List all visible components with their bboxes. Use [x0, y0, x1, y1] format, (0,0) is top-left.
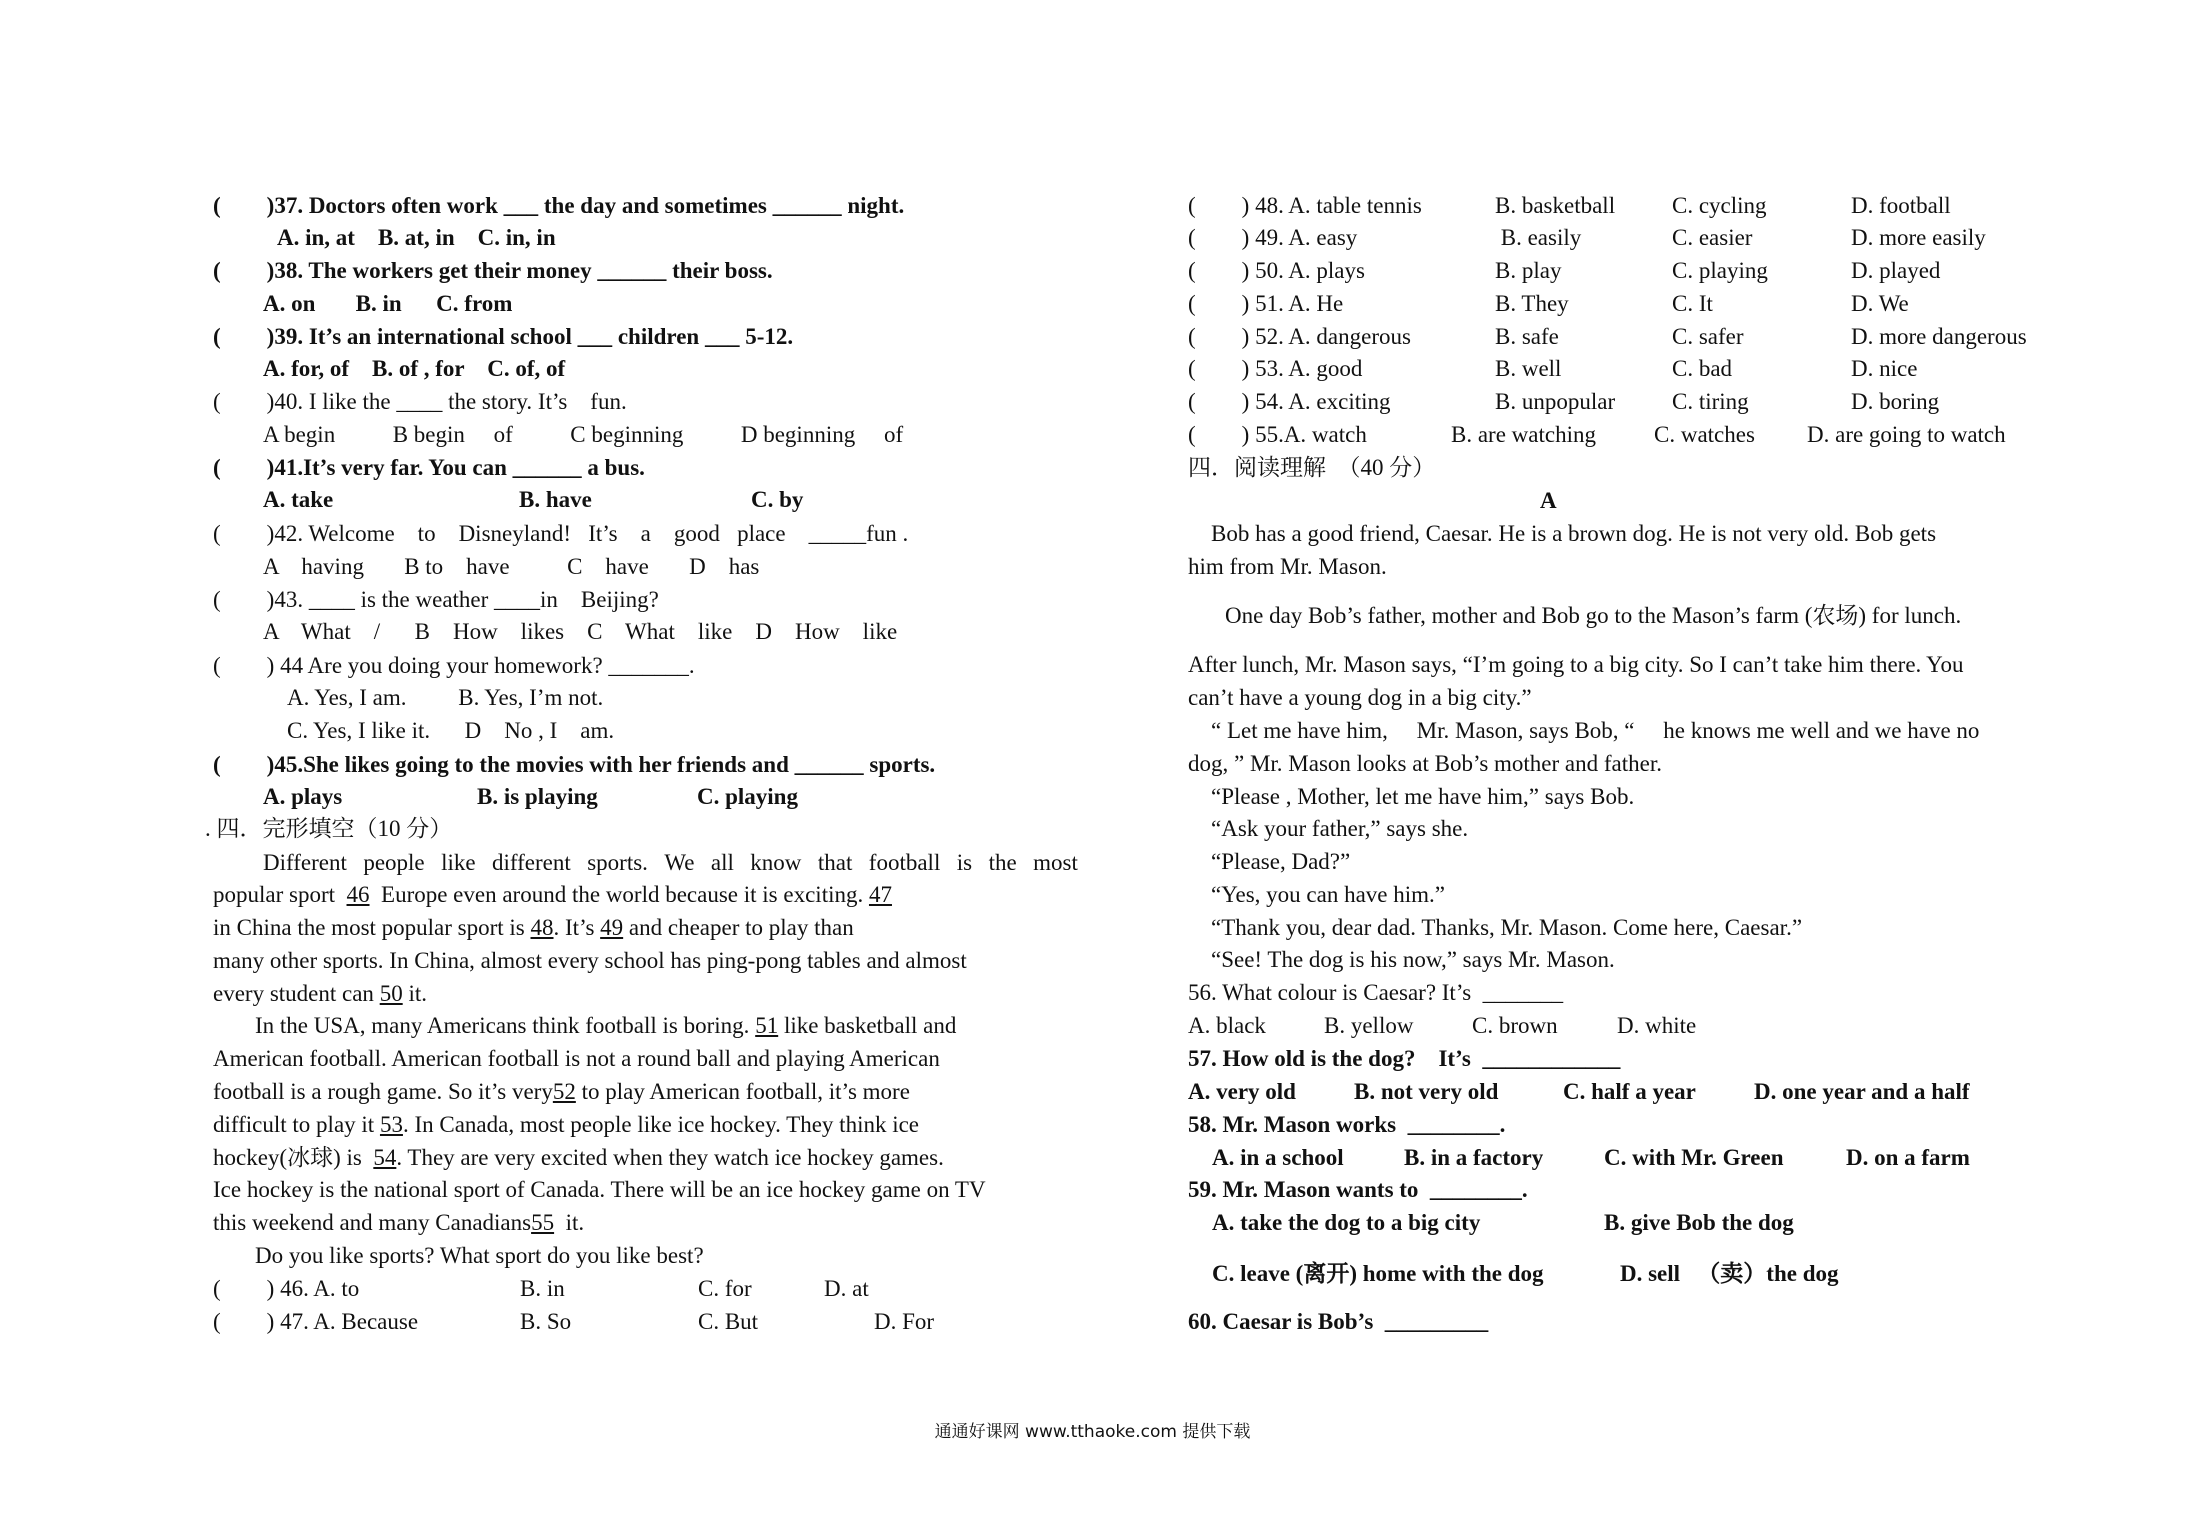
question-44-options-2: C. Yes, I like it. D No , I am.	[287, 718, 615, 743]
passage-line-6: In the USA, many Americans think football is boring. 51 like basketball and	[255, 1013, 957, 1038]
passage-line-11: Ice hockey is the national sport of Canada. There will be an ice hockey game on TV	[213, 1177, 986, 1202]
question-47: ( ) 47. A. Because B. So C. But D. For	[213, 1309, 935, 1334]
passage-p1-line-2: him from Mr. Mason.	[1188, 554, 1387, 579]
option-b: B. is playing	[477, 784, 598, 809]
question-59-options-2: C. leave (离开) home with the dog D. sell （卖）the dog	[1212, 1261, 1839, 1286]
blank-50: 50	[379, 981, 403, 1006]
option-a: A. take	[263, 487, 334, 512]
question-48: ( ) 48. A. table tennis B. basketball C. cycling D. football	[1188, 193, 1951, 218]
option-c: C. by	[751, 487, 804, 512]
question-58: 58. Mr. Mason works ________.	[1188, 1112, 1506, 1137]
passage-p2-line-2: After lunch, Mr. Mason says, “I’m going to a big city. So I can’t take him there. You	[1188, 652, 1964, 677]
question-59-options-1: A. take the dog to a big city B. give Bob the dog	[1212, 1210, 1794, 1235]
question-42: ( )42. Welcome to Disneyland! It’s a good place _____fun .	[213, 521, 909, 546]
question-45: ( )45.She likes going to the movies with her friends and ______ sports.	[213, 752, 936, 777]
question-59: 59. Mr. Mason wants to ________.	[1188, 1177, 1528, 1202]
question-40-options: A begin B begin of C beginning D beginning of	[263, 422, 904, 447]
blank-55: 55	[531, 1210, 555, 1235]
question-46: ( ) 46. A. to B. in C. for D. at	[213, 1276, 869, 1301]
question-56-options: A. black B. yellow C. brown D. white	[1188, 1013, 1697, 1038]
blank-47: 47	[868, 882, 892, 907]
passage-p3-line-1: “ Let me have him, Mr. Mason, says Bob, “ he knows me well and we have no	[1211, 718, 1980, 743]
question-52: ( ) 52. A. dangerous B. safe C. safer D. more dangerous	[1188, 324, 2027, 349]
question-54: ( ) 54. A. exciting B. unpopular C. tiring D. boring	[1188, 389, 1940, 414]
question-60: 60. Caesar is Bob’s _________	[1188, 1309, 1489, 1334]
question-50: ( ) 50. A. plays B. play C. playing D. played	[1188, 258, 1941, 283]
blank-46: 46	[346, 882, 370, 907]
passage-p2-line-1: One day Bob’s father, mother and Bob go to the Mason’s farm (农场) for lunch.	[1225, 603, 1962, 628]
question-43: ( )43. ____ is the weather ____in Beijing?	[213, 587, 659, 612]
passage-line-7: American football. American football is not a round ball and playing American	[213, 1046, 940, 1071]
question-42-options: A having B to have C have D has	[263, 554, 760, 579]
question-43-options: A What / B How likes C What like D How like	[263, 619, 898, 644]
passage-p3-line-2: dog, ” Mr. Mason looks at Bob’s mother and father.	[1188, 751, 1662, 776]
blank-52: 52	[552, 1079, 576, 1104]
question-41: ( )41.It’s very far. You can ______ a bus.	[213, 455, 645, 480]
question-49: ( ) 49. A. easy B. easily C. easier D. more easily	[1188, 225, 1986, 250]
option-a: A. plays	[263, 784, 343, 809]
question-56: 56. What colour is Caesar? It’s _______	[1188, 980, 1564, 1005]
passage-line-12: this weekend and many Canadians55 it.	[213, 1210, 585, 1235]
question-38-options: A. on B. in C. from	[263, 291, 513, 316]
section-heading-reading: 四．阅读理解 （40 分）	[1188, 455, 1436, 480]
question-37: ( )37. Doctors often work ___ the day and sometimes ______ night.	[213, 193, 905, 218]
blank-49: 49	[600, 915, 624, 940]
passage-title: A	[1540, 488, 1557, 513]
passage-line-13: Do you like sports? What sport do you like best?	[255, 1243, 704, 1268]
question-57: 57. How old is the dog? It’s ____________	[1188, 1046, 1621, 1071]
blank-53: 53	[379, 1112, 403, 1137]
question-57-options: A. very old B. not very old C. half a year D. one year and a half	[1188, 1079, 1970, 1104]
section-heading-cloze: . 四．完形填空（10 分）	[205, 816, 453, 841]
question-51: ( ) 51. A. He B. They C. It D. We	[1188, 291, 1909, 316]
question-39: ( )39. It’s an international school ___ children ___ 5-12.	[213, 324, 794, 349]
passage-line-9: difficult to play it 53. In Canada, most people like ice hockey. They think ice	[213, 1112, 920, 1137]
passage-line-5: every student can 50 it.	[213, 981, 427, 1006]
dialogue-line-5: “Thank you, dear dad. Thanks, Mr. Mason. Come here, Caesar.”	[1211, 915, 1803, 940]
dialogue-line-2: “Ask your father,” says she.	[1211, 816, 1469, 841]
blank-51: 51	[755, 1013, 779, 1038]
question-58-options: A. in a school B. in a factory C. with Mr. Green D. on a farm	[1212, 1145, 1970, 1170]
passage-line-4: many other sports. In China, almost every school has ping-pong tables and almost	[213, 948, 967, 973]
question-39-options: A. for, of B. of , for C. of, of	[263, 356, 566, 381]
blank-54: 54	[373, 1145, 397, 1170]
passage-line-1: Different people like different sports. We all know that football is the most	[263, 850, 1078, 875]
dialogue-line-4: “Yes, you can have him.”	[1211, 882, 1445, 907]
question-40: ( )40. I like the ____ the story. It’s fun.	[213, 389, 627, 414]
question-37-options: A. in, at B. at, in C. in, in	[277, 225, 556, 250]
question-38: ( )38. The workers get their money ______ their boss.	[213, 258, 773, 283]
passage-p1-line-1: Bob has a good friend, Caesar. He is a brown dog. He is not very old. Bob gets	[1211, 521, 1937, 546]
blank-48: 48	[530, 915, 554, 940]
passage-p2-line-3: can’t have a young dog in a big city.”	[1188, 685, 1532, 710]
question-44: ( ) 44 Are you doing your homework? _______.	[213, 653, 695, 678]
question-44-options-1: A. Yes, I am. B. Yes, I’m not.	[287, 685, 604, 710]
question-53: ( ) 53. A. good B. well C. bad D. nice	[1188, 356, 1918, 381]
footer-watermark: 通通好课网 www.tthaoke.com 提供下载	[934, 1422, 1251, 1442]
passage-line-10: hockey(冰球) is 54. They are very excited when they watch ice hockey games.	[213, 1145, 944, 1170]
passage-line-8: football is a rough game. So it’s very52 to play American football, it’s more	[213, 1079, 910, 1104]
option-b: B. have	[519, 487, 592, 512]
question-55: ( ) 55.A. watch B. are watching C. watches D. are going to watch	[1188, 422, 2006, 447]
dialogue-line-1: “Please , Mother, let me have him,” says Bob.	[1211, 784, 1635, 809]
passage-line-2: popular sport 46 Europe even around the world because it is exciting. 47	[213, 882, 892, 907]
option-c: C. playing	[697, 784, 798, 809]
passage-line-3: in China the most popular sport is 48. It’s 49 and cheaper to play than	[213, 915, 854, 940]
dialogue-line-3: “Please, Dad?”	[1211, 849, 1351, 874]
dialogue-line-6: “See! The dog is his now,” says Mr. Mason.	[1211, 947, 1615, 972]
